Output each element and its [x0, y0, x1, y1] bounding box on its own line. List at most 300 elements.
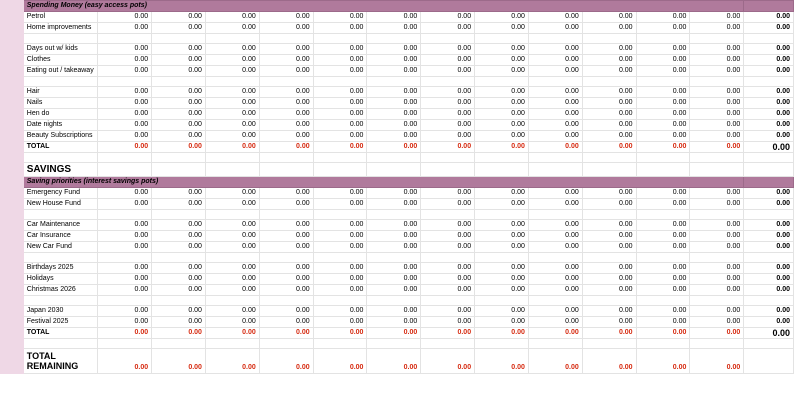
amount-cell[interactable]: 0.00	[98, 131, 152, 142]
row-label[interactable]: Hair	[23, 87, 98, 98]
total-amount-cell[interactable]: 0.00	[690, 328, 744, 339]
amount-cell[interactable]: 0.00	[636, 188, 690, 199]
remaining-amount-cell[interactable]: 0.00	[690, 349, 744, 374]
row-total-cell[interactable]: 0.00	[744, 263, 794, 274]
empty-cell[interactable]	[259, 34, 313, 44]
row-label[interactable]: Beauty Subscriptions	[23, 131, 98, 142]
amount-cell[interactable]: 0.00	[421, 274, 475, 285]
amount-cell[interactable]: 0.00	[582, 109, 636, 120]
empty-cell[interactable]	[582, 34, 636, 44]
empty-cell[interactable]	[367, 253, 421, 263]
empty-cell[interactable]	[205, 253, 259, 263]
empty-cell[interactable]	[259, 163, 313, 177]
row-label[interactable]: Clothes	[23, 55, 98, 66]
amount-cell[interactable]: 0.00	[259, 317, 313, 328]
empty-cell[interactable]	[582, 210, 636, 220]
remaining-amount-cell[interactable]: 0.00	[98, 349, 152, 374]
amount-cell[interactable]: 0.00	[421, 12, 475, 23]
row-total-cell[interactable]: 0.00	[744, 131, 794, 142]
amount-cell[interactable]: 0.00	[205, 109, 259, 120]
empty-cell[interactable]	[690, 296, 744, 306]
empty-cell[interactable]	[690, 253, 744, 263]
amount-cell[interactable]: 0.00	[313, 188, 367, 199]
amount-cell[interactable]: 0.00	[98, 220, 152, 231]
remaining-amount-cell[interactable]: 0.00	[313, 349, 367, 374]
empty-cell[interactable]	[636, 77, 690, 87]
total-remaining-label[interactable]: TOTAL REMAINING	[23, 349, 98, 374]
empty-cell[interactable]	[23, 77, 98, 87]
empty-cell[interactable]	[152, 339, 206, 349]
amount-cell[interactable]: 0.00	[528, 199, 582, 210]
empty-cell[interactable]	[367, 163, 421, 177]
amount-cell[interactable]: 0.00	[528, 317, 582, 328]
total-amount-cell[interactable]: 0.00	[636, 328, 690, 339]
amount-cell[interactable]: 0.00	[98, 188, 152, 199]
empty-cell[interactable]	[582, 296, 636, 306]
empty-cell[interactable]	[582, 253, 636, 263]
total-amount-cell[interactable]: 0.00	[582, 142, 636, 153]
row-total-cell[interactable]: 0.00	[744, 274, 794, 285]
empty-cell[interactable]	[421, 296, 475, 306]
amount-cell[interactable]: 0.00	[98, 199, 152, 210]
empty-cell[interactable]	[313, 253, 367, 263]
total-amount-cell[interactable]: 0.00	[421, 142, 475, 153]
amount-cell[interactable]: 0.00	[690, 44, 744, 55]
empty-cell[interactable]	[744, 296, 794, 306]
amount-cell[interactable]: 0.00	[528, 188, 582, 199]
remaining-amount-cell[interactable]: 0.00	[421, 349, 475, 374]
amount-cell[interactable]: 0.00	[259, 231, 313, 242]
amount-cell[interactable]: 0.00	[259, 263, 313, 274]
empty-cell[interactable]	[636, 296, 690, 306]
amount-cell[interactable]: 0.00	[690, 220, 744, 231]
empty-cell[interactable]	[152, 253, 206, 263]
amount-cell[interactable]: 0.00	[475, 263, 529, 274]
empty-cell[interactable]	[313, 163, 367, 177]
amount-cell[interactable]: 0.00	[313, 285, 367, 296]
amount-cell[interactable]: 0.00	[205, 131, 259, 142]
empty-cell[interactable]	[744, 34, 794, 44]
amount-cell[interactable]: 0.00	[152, 120, 206, 131]
amount-cell[interactable]: 0.00	[152, 12, 206, 23]
empty-cell[interactable]	[205, 153, 259, 163]
amount-cell[interactable]: 0.00	[528, 23, 582, 34]
empty-cell[interactable]	[98, 77, 152, 87]
empty-cell[interactable]	[313, 296, 367, 306]
total-amount-cell[interactable]: 0.00	[98, 328, 152, 339]
amount-cell[interactable]: 0.00	[98, 44, 152, 55]
row-label[interactable]: New House Fund	[23, 199, 98, 210]
empty-cell[interactable]	[421, 153, 475, 163]
remaining-amount-cell[interactable]: 0.00	[528, 349, 582, 374]
amount-cell[interactable]: 0.00	[152, 23, 206, 34]
amount-cell[interactable]: 0.00	[98, 55, 152, 66]
amount-cell[interactable]: 0.00	[636, 12, 690, 23]
amount-cell[interactable]: 0.00	[205, 317, 259, 328]
amount-cell[interactable]: 0.00	[421, 131, 475, 142]
row-total-cell[interactable]: 0.00	[744, 188, 794, 199]
amount-cell[interactable]: 0.00	[636, 263, 690, 274]
row-total-cell[interactable]: 0.00	[744, 317, 794, 328]
amount-cell[interactable]: 0.00	[313, 220, 367, 231]
amount-cell[interactable]: 0.00	[690, 188, 744, 199]
row-total-cell[interactable]: 0.00	[744, 199, 794, 210]
remaining-amount-cell[interactable]: 0.00	[636, 349, 690, 374]
empty-cell[interactable]	[528, 210, 582, 220]
empty-cell[interactable]	[205, 210, 259, 220]
empty-cell[interactable]	[152, 153, 206, 163]
empty-cell[interactable]	[259, 210, 313, 220]
row-total-cell[interactable]: 0.00	[744, 44, 794, 55]
empty-cell[interactable]	[23, 253, 98, 263]
amount-cell[interactable]: 0.00	[528, 109, 582, 120]
empty-cell[interactable]	[475, 210, 529, 220]
amount-cell[interactable]: 0.00	[636, 306, 690, 317]
amount-cell[interactable]: 0.00	[313, 23, 367, 34]
empty-cell[interactable]	[152, 210, 206, 220]
amount-cell[interactable]: 0.00	[259, 242, 313, 253]
total-amount-cell[interactable]: 0.00	[582, 328, 636, 339]
section-header[interactable]: Spending Money (easy access pots)	[23, 1, 744, 12]
empty-cell[interactable]	[259, 77, 313, 87]
amount-cell[interactable]: 0.00	[528, 263, 582, 274]
amount-cell[interactable]: 0.00	[690, 306, 744, 317]
empty-cell[interactable]	[313, 339, 367, 349]
amount-cell[interactable]: 0.00	[475, 44, 529, 55]
total-amount-cell[interactable]: 0.00	[152, 328, 206, 339]
empty-cell[interactable]	[636, 163, 690, 177]
amount-cell[interactable]: 0.00	[528, 242, 582, 253]
row-label[interactable]: Car Maintenance	[23, 220, 98, 231]
amount-cell[interactable]: 0.00	[205, 188, 259, 199]
amount-cell[interactable]: 0.00	[367, 23, 421, 34]
amount-cell[interactable]: 0.00	[582, 263, 636, 274]
amount-cell[interactable]: 0.00	[475, 274, 529, 285]
empty-cell[interactable]	[636, 210, 690, 220]
row-label[interactable]: Date nights	[23, 120, 98, 131]
amount-cell[interactable]: 0.00	[475, 87, 529, 98]
amount-cell[interactable]: 0.00	[367, 285, 421, 296]
total-amount-cell[interactable]: 0.00	[528, 328, 582, 339]
amount-cell[interactable]: 0.00	[582, 120, 636, 131]
row-total-cell[interactable]: 0.00	[744, 12, 794, 23]
row-label[interactable]: New Car Fund	[23, 242, 98, 253]
empty-cell[interactable]	[690, 34, 744, 44]
row-label[interactable]: Petrol	[23, 12, 98, 23]
amount-cell[interactable]: 0.00	[475, 317, 529, 328]
amount-cell[interactable]: 0.00	[259, 199, 313, 210]
amount-cell[interactable]: 0.00	[205, 55, 259, 66]
empty-cell[interactable]	[744, 153, 794, 163]
empty-cell[interactable]	[367, 34, 421, 44]
amount-cell[interactable]: 0.00	[98, 66, 152, 77]
remaining-amount-cell[interactable]: 0.00	[205, 349, 259, 374]
amount-cell[interactable]: 0.00	[475, 23, 529, 34]
row-total-cell[interactable]: 0.00	[744, 66, 794, 77]
empty-cell[interactable]	[582, 77, 636, 87]
amount-cell[interactable]: 0.00	[259, 12, 313, 23]
amount-cell[interactable]: 0.00	[421, 98, 475, 109]
amount-cell[interactable]: 0.00	[421, 87, 475, 98]
amount-cell[interactable]: 0.00	[98, 98, 152, 109]
empty-cell[interactable]	[636, 34, 690, 44]
empty-cell[interactable]	[475, 153, 529, 163]
amount-cell[interactable]: 0.00	[421, 66, 475, 77]
empty-cell[interactable]	[744, 77, 794, 87]
empty-cell[interactable]	[313, 77, 367, 87]
amount-cell[interactable]: 0.00	[205, 263, 259, 274]
row-total-cell[interactable]: 0.00	[744, 55, 794, 66]
amount-cell[interactable]: 0.00	[152, 306, 206, 317]
amount-cell[interactable]: 0.00	[582, 188, 636, 199]
amount-cell[interactable]: 0.00	[367, 66, 421, 77]
row-total-cell[interactable]: 0.00	[744, 220, 794, 231]
amount-cell[interactable]: 0.00	[636, 23, 690, 34]
amount-cell[interactable]: 0.00	[259, 120, 313, 131]
amount-cell[interactable]: 0.00	[152, 44, 206, 55]
amount-cell[interactable]: 0.00	[259, 98, 313, 109]
amount-cell[interactable]: 0.00	[313, 242, 367, 253]
section-header[interactable]: Saving priorities (interest savings pots)	[23, 177, 744, 188]
amount-cell[interactable]: 0.00	[582, 306, 636, 317]
amount-cell[interactable]: 0.00	[421, 109, 475, 120]
empty-cell[interactable]	[690, 210, 744, 220]
amount-cell[interactable]: 0.00	[421, 306, 475, 317]
total-amount-cell[interactable]: 0.00	[313, 328, 367, 339]
empty-cell[interactable]	[205, 34, 259, 44]
empty-cell[interactable]	[152, 77, 206, 87]
total-amount-cell[interactable]: 0.00	[367, 328, 421, 339]
amount-cell[interactable]: 0.00	[367, 120, 421, 131]
amount-cell[interactable]: 0.00	[582, 274, 636, 285]
amount-cell[interactable]: 0.00	[259, 66, 313, 77]
amount-cell[interactable]: 0.00	[636, 231, 690, 242]
amount-cell[interactable]: 0.00	[152, 109, 206, 120]
amount-cell[interactable]: 0.00	[582, 242, 636, 253]
amount-cell[interactable]: 0.00	[582, 199, 636, 210]
amount-cell[interactable]: 0.00	[636, 66, 690, 77]
row-total-cell[interactable]: 0.00	[744, 231, 794, 242]
empty-cell[interactable]	[528, 163, 582, 177]
amount-cell[interactable]: 0.00	[421, 199, 475, 210]
amount-cell[interactable]: 0.00	[259, 220, 313, 231]
empty-cell[interactable]	[690, 77, 744, 87]
empty-cell[interactable]	[367, 296, 421, 306]
amount-cell[interactable]: 0.00	[152, 242, 206, 253]
amount-cell[interactable]: 0.00	[528, 55, 582, 66]
amount-cell[interactable]: 0.00	[690, 87, 744, 98]
amount-cell[interactable]: 0.00	[475, 188, 529, 199]
amount-cell[interactable]: 0.00	[313, 274, 367, 285]
remaining-amount-cell[interactable]: 0.00	[582, 349, 636, 374]
amount-cell[interactable]: 0.00	[690, 109, 744, 120]
amount-cell[interactable]: 0.00	[690, 66, 744, 77]
empty-cell[interactable]	[475, 77, 529, 87]
amount-cell[interactable]: 0.00	[367, 199, 421, 210]
total-amount-cell[interactable]: 0.00	[475, 142, 529, 153]
empty-cell[interactable]	[205, 296, 259, 306]
row-total-cell[interactable]: 0.00	[744, 120, 794, 131]
amount-cell[interactable]: 0.00	[421, 23, 475, 34]
amount-cell[interactable]: 0.00	[636, 55, 690, 66]
row-total-cell[interactable]: 0.00	[744, 306, 794, 317]
amount-cell[interactable]: 0.00	[475, 306, 529, 317]
empty-cell[interactable]	[744, 163, 794, 177]
empty-cell[interactable]	[421, 339, 475, 349]
amount-cell[interactable]: 0.00	[98, 12, 152, 23]
amount-cell[interactable]: 0.00	[313, 44, 367, 55]
amount-cell[interactable]: 0.00	[205, 242, 259, 253]
row-total-cell[interactable]: 0.00	[744, 285, 794, 296]
amount-cell[interactable]: 0.00	[313, 120, 367, 131]
amount-cell[interactable]: 0.00	[98, 242, 152, 253]
amount-cell[interactable]: 0.00	[98, 285, 152, 296]
empty-cell[interactable]	[152, 163, 206, 177]
empty-cell[interactable]	[98, 210, 152, 220]
empty-cell[interactable]	[421, 253, 475, 263]
amount-cell[interactable]: 0.00	[528, 285, 582, 296]
amount-cell[interactable]: 0.00	[205, 120, 259, 131]
amount-cell[interactable]: 0.00	[421, 44, 475, 55]
total-amount-cell[interactable]: 0.00	[636, 142, 690, 153]
empty-cell[interactable]	[313, 210, 367, 220]
amount-cell[interactable]: 0.00	[636, 199, 690, 210]
empty-cell[interactable]	[744, 210, 794, 220]
amount-cell[interactable]: 0.00	[528, 44, 582, 55]
amount-cell[interactable]: 0.00	[152, 98, 206, 109]
empty-cell[interactable]	[259, 339, 313, 349]
amount-cell[interactable]: 0.00	[690, 285, 744, 296]
savings-title[interactable]: SAVINGS	[23, 163, 98, 177]
amount-cell[interactable]: 0.00	[582, 131, 636, 142]
amount-cell[interactable]: 0.00	[475, 285, 529, 296]
amount-cell[interactable]: 0.00	[636, 109, 690, 120]
empty-cell[interactable]	[421, 210, 475, 220]
row-total-cell[interactable]: 0.00	[744, 242, 794, 253]
amount-cell[interactable]: 0.00	[152, 55, 206, 66]
amount-cell[interactable]: 0.00	[528, 66, 582, 77]
amount-cell[interactable]: 0.00	[367, 188, 421, 199]
row-label[interactable]: Home improvements	[23, 23, 98, 34]
amount-cell[interactable]: 0.00	[205, 87, 259, 98]
amount-cell[interactable]: 0.00	[205, 66, 259, 77]
total-amount-cell[interactable]: 0.00	[313, 142, 367, 153]
row-label[interactable]: Eating out / takeaway	[23, 66, 98, 77]
empty-cell[interactable]	[23, 296, 98, 306]
amount-cell[interactable]: 0.00	[313, 12, 367, 23]
amount-cell[interactable]: 0.00	[313, 306, 367, 317]
amount-cell[interactable]: 0.00	[528, 131, 582, 142]
amount-cell[interactable]: 0.00	[475, 98, 529, 109]
empty-cell[interactable]	[152, 296, 206, 306]
remaining-amount-cell[interactable]: 0.00	[259, 349, 313, 374]
amount-cell[interactable]: 0.00	[582, 23, 636, 34]
amount-cell[interactable]: 0.00	[690, 12, 744, 23]
amount-cell[interactable]: 0.00	[475, 120, 529, 131]
empty-cell[interactable]	[528, 296, 582, 306]
empty-cell[interactable]	[636, 253, 690, 263]
empty-cell[interactable]	[98, 339, 152, 349]
empty-cell[interactable]	[582, 153, 636, 163]
amount-cell[interactable]: 0.00	[367, 87, 421, 98]
amount-cell[interactable]: 0.00	[367, 242, 421, 253]
amount-cell[interactable]: 0.00	[313, 317, 367, 328]
row-label[interactable]: Hen do	[23, 109, 98, 120]
grand-total-cell[interactable]: 0.00	[744, 142, 794, 153]
amount-cell[interactable]: 0.00	[367, 131, 421, 142]
empty-cell[interactable]	[23, 153, 98, 163]
amount-cell[interactable]: 0.00	[367, 55, 421, 66]
empty-cell[interactable]	[98, 253, 152, 263]
amount-cell[interactable]: 0.00	[636, 220, 690, 231]
empty-cell[interactable]	[744, 349, 794, 374]
amount-cell[interactable]: 0.00	[421, 120, 475, 131]
total-amount-cell[interactable]: 0.00	[152, 142, 206, 153]
empty-cell[interactable]	[98, 153, 152, 163]
amount-cell[interactable]: 0.00	[98, 109, 152, 120]
empty-cell[interactable]	[259, 253, 313, 263]
amount-cell[interactable]: 0.00	[259, 306, 313, 317]
amount-cell[interactable]: 0.00	[636, 98, 690, 109]
amount-cell[interactable]: 0.00	[690, 120, 744, 131]
amount-cell[interactable]: 0.00	[582, 12, 636, 23]
amount-cell[interactable]: 0.00	[528, 231, 582, 242]
amount-cell[interactable]: 0.00	[313, 131, 367, 142]
amount-cell[interactable]: 0.00	[98, 274, 152, 285]
total-amount-cell[interactable]: 0.00	[205, 328, 259, 339]
amount-cell[interactable]: 0.00	[152, 274, 206, 285]
amount-cell[interactable]: 0.00	[582, 87, 636, 98]
row-total-cell[interactable]: 0.00	[744, 87, 794, 98]
amount-cell[interactable]: 0.00	[636, 242, 690, 253]
amount-cell[interactable]: 0.00	[367, 306, 421, 317]
amount-cell[interactable]: 0.00	[98, 317, 152, 328]
amount-cell[interactable]: 0.00	[313, 87, 367, 98]
empty-cell[interactable]	[690, 153, 744, 163]
amount-cell[interactable]: 0.00	[636, 120, 690, 131]
amount-cell[interactable]: 0.00	[582, 285, 636, 296]
amount-cell[interactable]: 0.00	[528, 12, 582, 23]
amount-cell[interactable]: 0.00	[367, 263, 421, 274]
row-total-cell[interactable]: 0.00	[744, 98, 794, 109]
empty-cell[interactable]	[582, 163, 636, 177]
amount-cell[interactable]: 0.00	[205, 285, 259, 296]
amount-cell[interactable]: 0.00	[259, 285, 313, 296]
amount-cell[interactable]: 0.00	[367, 12, 421, 23]
empty-cell[interactable]	[475, 34, 529, 44]
amount-cell[interactable]: 0.00	[582, 317, 636, 328]
amount-cell[interactable]: 0.00	[421, 220, 475, 231]
amount-cell[interactable]: 0.00	[205, 220, 259, 231]
amount-cell[interactable]: 0.00	[98, 306, 152, 317]
amount-cell[interactable]: 0.00	[690, 199, 744, 210]
row-total-cell[interactable]: 0.00	[744, 109, 794, 120]
amount-cell[interactable]: 0.00	[690, 274, 744, 285]
amount-cell[interactable]: 0.00	[636, 285, 690, 296]
amount-cell[interactable]: 0.00	[367, 274, 421, 285]
empty-cell[interactable]	[421, 163, 475, 177]
total-amount-cell[interactable]: 0.00	[259, 142, 313, 153]
amount-cell[interactable]: 0.00	[475, 55, 529, 66]
amount-cell[interactable]: 0.00	[690, 263, 744, 274]
empty-cell[interactable]	[205, 77, 259, 87]
empty-cell[interactable]	[23, 34, 98, 44]
amount-cell[interactable]: 0.00	[528, 87, 582, 98]
amount-cell[interactable]: 0.00	[259, 44, 313, 55]
amount-cell[interactable]: 0.00	[259, 131, 313, 142]
amount-cell[interactable]: 0.00	[152, 285, 206, 296]
empty-cell[interactable]	[528, 339, 582, 349]
